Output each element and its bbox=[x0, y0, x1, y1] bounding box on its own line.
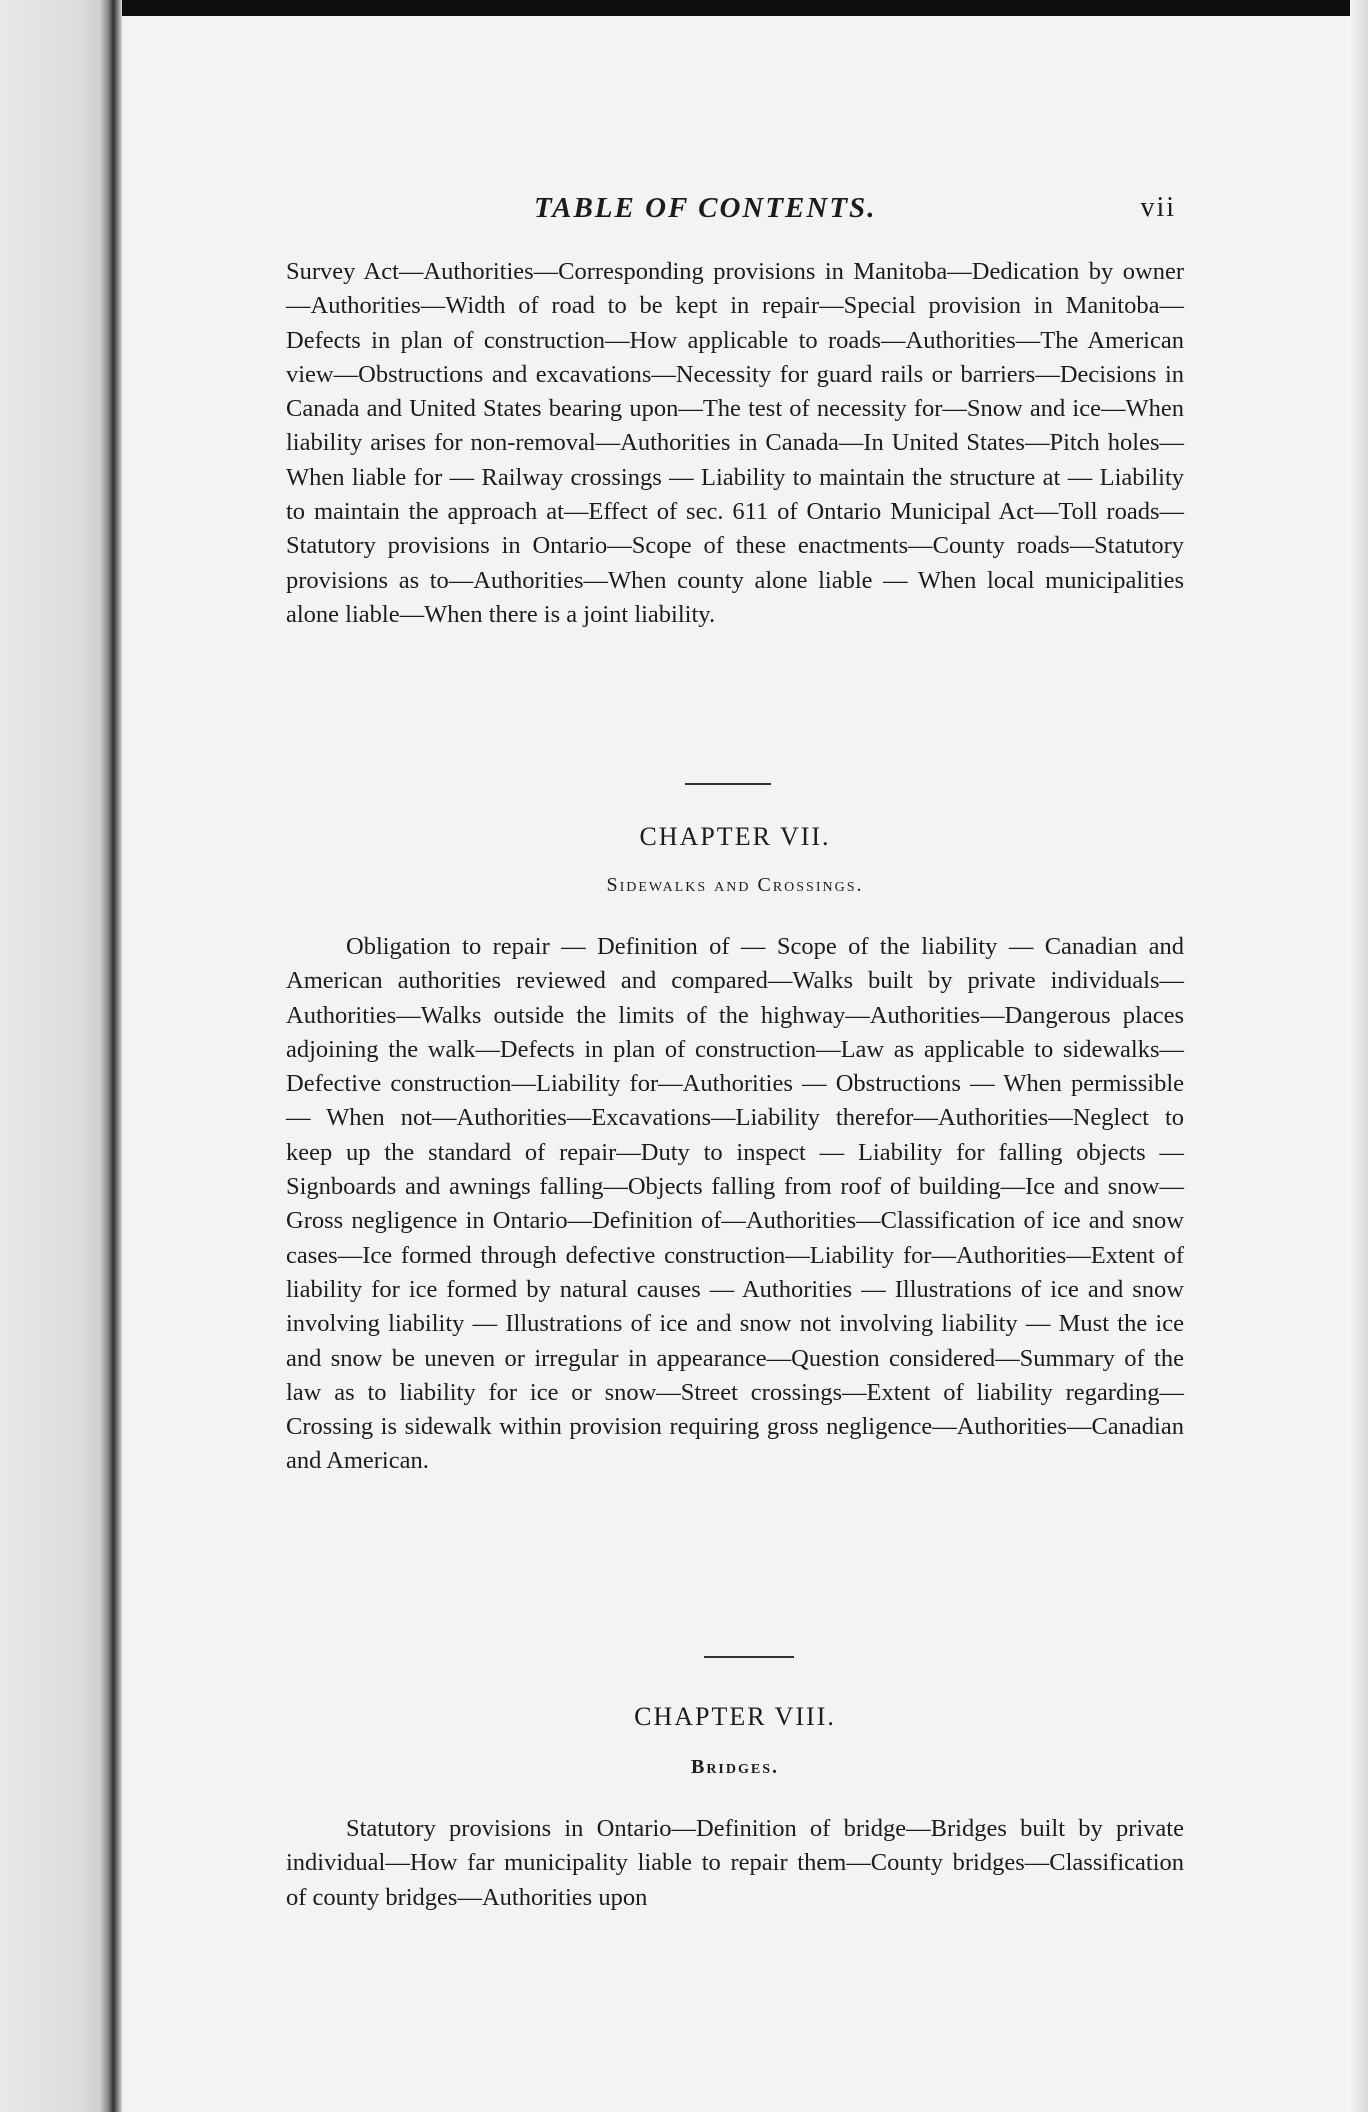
chapter-7-subtitle: Sidewalks and Crossings. bbox=[606, 874, 864, 896]
chapter-7-summary: Obligation to repair — Definition of — Scope of the liability — Canadian and American authorities reviewed and compared—Walks built by private individuals—Authorities—Walks outside the limits of the highway—Authorities—Dangerous places adjoining the walk—Defects in plan of construction—Law as applicable to sidewalks—Defective construction—Liability for—Authorities — Obstructions — When permissible — When not—Authorities—Excavations—Liability therefor—Authorities—Neglect to keep up the standard of repair—Duty to inspect — Liability for falling objects — Signboards and awnings falling—Objects falling from roof of building—Ice and snow—Gross negligence in Ontario—Definition of—Authorities—Classification of ice and snow cases—Ice formed through defective construction—Liability for—Authorities—Extent of liability for ice formed by natural causes — Authorities — Illustrations of ice and snow involving liability — Illustrations of ice and snow not involving liability — Must the ice and snow be uneven or irregular in appearance—Question considered—Summary of the law as to liability for ice or snow—Street crossings—Extent of liability regarding—Crossing is sidewalk within provision requiring gross negligence—Authorities—Canadian and American. bbox=[286, 933, 1184, 1475]
chapter-7-title: CHAPTER VII. bbox=[639, 822, 831, 851]
chapter-6-summary-continued: Survey Act—Authorities—Corresponding provisions in Manitoba—Dedication by owner—Authorities—Width of road to be kept in repair—Special provision in Manitoba—Defects in plan of construction—How applicable to roads—Authorities—The American view—Obstructions and excavations—Necessity for guard rails or barriers—Decisions in Canada and United States bearing upon—The test of necessity for—Snow and ice—When liability arises for non-removal—Authorities in Canada—In United States—Pitch holes—When liable for — Railway crossings — Liability to maintain the structure at — Liability to maintain the approach at—Effect of sec. 611 of Ontario Municipal Act—Toll roads—Statutory provisions in Ontario—Scope of these enactments—County roads—Statutory provisions as to—Authorities—When county alone liable — When local municipalities alone liable—When there is a joint liability. bbox=[286, 258, 1184, 628]
chapter-8-subtitle: Bridges. bbox=[690, 1756, 780, 1778]
chapter-8-summary: Statutory provisions in Ontario—Definition of bridge—Bridges built by private individual—How far municipality liable to repair them—County bridges—Classification of county bridges—Authorities upon bbox=[286, 1815, 1184, 1911]
page-right-edge bbox=[1350, 0, 1368, 2112]
running-title: TABLE OF CONTENTS. bbox=[534, 192, 877, 224]
section-divider bbox=[704, 1656, 794, 1658]
page-edge bbox=[114, 0, 122, 2112]
chapter-8-title: CHAPTER VIII. bbox=[634, 1702, 836, 1731]
page-header bbox=[286, 192, 1176, 236]
section-divider bbox=[685, 783, 771, 785]
scan-top-border bbox=[0, 0, 1368, 16]
page-number: vii bbox=[1140, 192, 1176, 223]
book-gutter bbox=[0, 0, 114, 2112]
